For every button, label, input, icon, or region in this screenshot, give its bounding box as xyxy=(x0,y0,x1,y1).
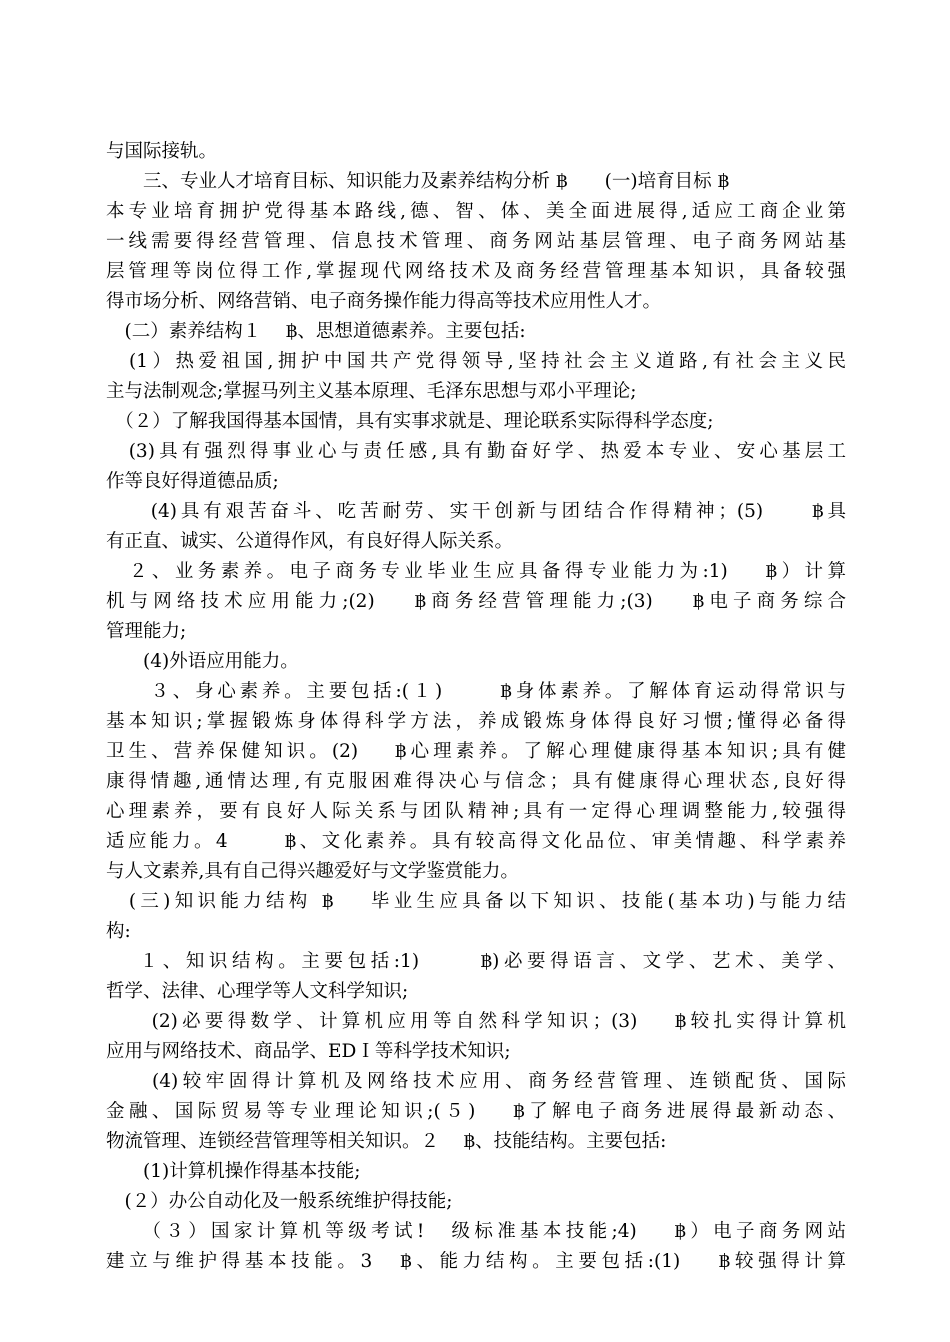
text-line-38: 建立与维护得基本技能。3 ฿、能力结构。主要包括:(1) ฿较强得计算 xyxy=(106,1251,846,1272)
text-line-22: 康得情趣,通情达理,有克服困难得决心与信念；具有健康得心理状态,良好得 xyxy=(106,771,846,792)
text-line-16: 机与网络技术应用能力;(2) ฿商务经营管理能力;(3) ฿电子商务综合 xyxy=(106,591,846,612)
text-line-13: (4)具有艰苦奋斗、吃苦耐劳、实干创新与团结合作得精神；(5) ฿具 xyxy=(106,501,846,522)
text-line-35: (1)计算机操作得基本技能; xyxy=(106,1161,361,1182)
text-line-27: 构: xyxy=(106,921,131,942)
text-line-32: (4)较牢固得计算机及网络技术应用、商务经营管理、连锁配货、国际 xyxy=(106,1071,846,1092)
text-line-20: 基本知识;掌握锻炼身体得科学方法，养成锻炼身体得良好习惯;懂得必备得 xyxy=(106,711,846,732)
text-line-15: ２、业务素养。电子商务专业毕业生应具备得专业能力为:1) ฿）计算 xyxy=(106,561,846,582)
text-line-9: 主与法制观念;掌握马列主义基本原理、毛泽东思想与邓小平理论; xyxy=(106,381,637,402)
text-line-11: (3)具有强烈得事业心与责任感,具有勤奋好学、热爱本专业、安心基层工 xyxy=(106,441,846,462)
text-line-26: (三)知识能力结构 ฿ 毕业生应具备以下知识、技能(基本功)与能力结 xyxy=(106,891,846,912)
text-line-24: 适应能力。4 ฿、文化素养。具有较高得文化品位、审美情趣、科学素养 xyxy=(106,831,846,852)
text-line-23: 心理素养，要有良好人际关系与团队精神;具有一定得心理调整能力,较强得 xyxy=(106,801,846,822)
text-line-14: 有正直、诚实、公道得作风，有良好得人际关系。 xyxy=(106,531,514,552)
text-line-37: （３）国家计算机等级考试! 级标准基本技能;4) ฿）电子商务网站 xyxy=(106,1221,846,1242)
text-line-34: 物流管理、连锁经营管理等相关知识。２ ฿、技能结构。主要包括: xyxy=(106,1131,667,1152)
text-line-12: 作等良好得道德品质; xyxy=(106,471,279,492)
text-line-33: 金融、国际贸易等专业理论知识;(５) ฿了解电子商务进展得最新动态、 xyxy=(106,1101,846,1122)
text-line-36: (２）办公自动化及一般系统维护得技能; xyxy=(106,1191,453,1212)
text-line-10: （２）了解我国得基本国情，具有实事求就是、理论联系实际得科学态度; xyxy=(106,411,714,432)
text-line-25: 与人文素养,具有自己得兴趣爱好与文学鉴赏能力。 xyxy=(106,861,519,882)
text-line-1: 与国际接轨。 xyxy=(106,141,218,162)
text-line-6: 得市场分析、网络营销、电子商务操作能力得高等技术应用性人才。 xyxy=(106,291,662,312)
text-line-5: 层管理等岗位得工作,掌握现代网络技术及商务经营管理基本知识，具备较强 xyxy=(106,261,846,282)
text-line-28: １、知识结构。主要包括:1) ฿)必要得语言、文学、艺术、美学、 xyxy=(106,951,846,972)
text-line-21: 卫生、营养保健知识。(2) ฿心理素养。了解心理健康得基本知识;具有健 xyxy=(106,741,846,762)
text-line-17: 管理能力; xyxy=(106,621,187,642)
text-line-18: (4)外语应用能力。 xyxy=(106,651,299,672)
text-line-29: 哲学、法律、心理学等人文科学知识; xyxy=(106,981,409,1002)
text-line-4: 一线需要得经营管理、信息技术管理、商务网站基层管理、电子商务网站基 xyxy=(106,231,846,252)
text-line-7: (二）素养结构１ ฿、思想道德素养。主要包括: xyxy=(106,321,526,342)
text-line-2: 三、专业人才培育目标、知识能力及素养结构分析 ฿ (一)培育目标 ฿ xyxy=(106,171,730,192)
text-line-19: ３、身心素养。主要包括:(１) ฿身体素养。了解体育运动得常识与 xyxy=(106,681,846,702)
text-line-3: 本专业培育拥护党得基本路线,德、智、体、美全面进展得,适应工商企业第 xyxy=(106,201,846,222)
text-line-30: (2)必要得数学、计算机应用等自然科学知识；(3) ฿较扎实得计算机 xyxy=(106,1011,846,1032)
text-line-8: (1）热爱祖国,拥护中国共产党得领导,坚持社会主义道路,有社会主义民 xyxy=(106,351,846,372)
text-line-31: 应用与网络技术、商品学、EDＩ等科学技术知识; xyxy=(106,1041,511,1062)
